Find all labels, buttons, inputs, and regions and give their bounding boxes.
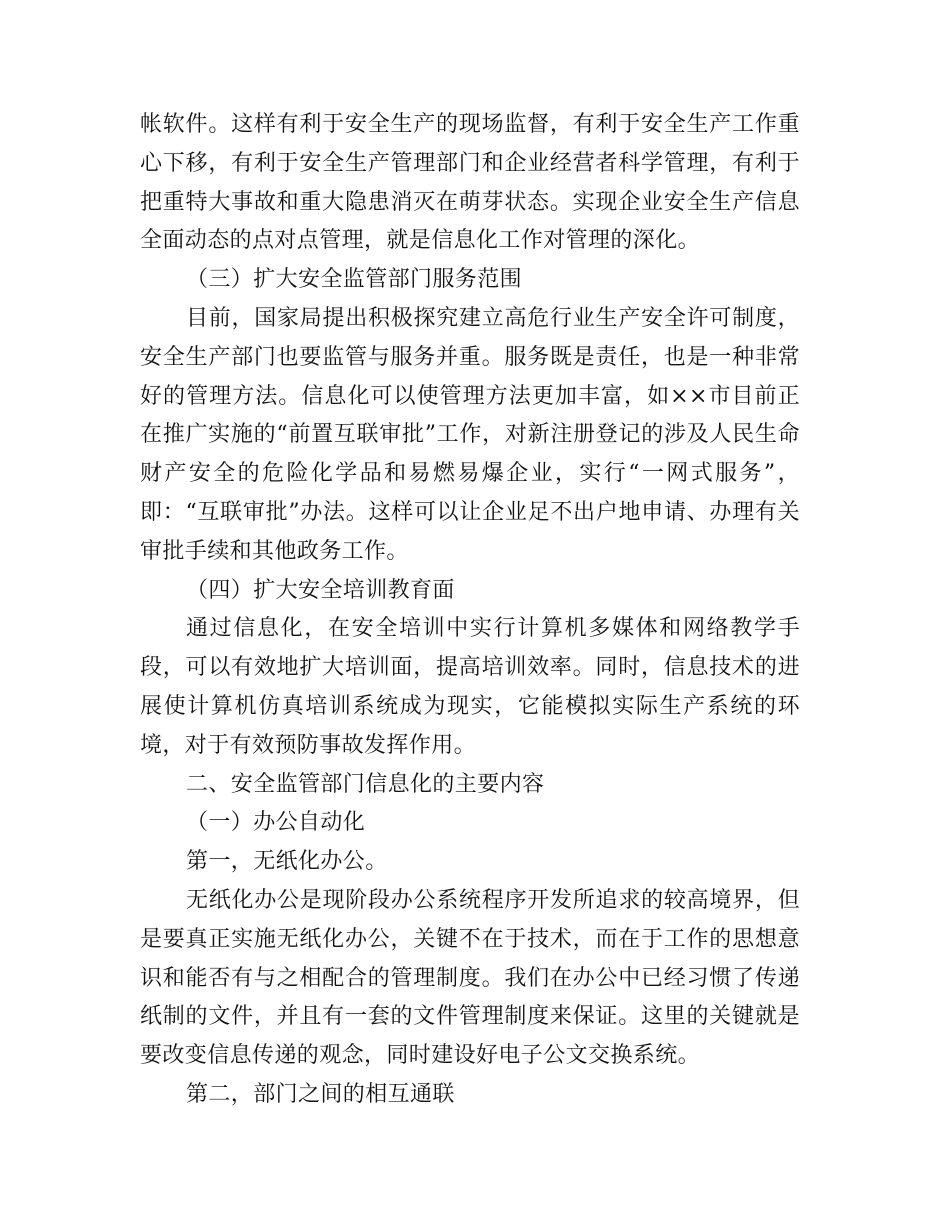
subheading-service-scope: （三）扩大安全监管部门服务范围 (186, 267, 523, 293)
paragraph-paperless-title: 第一，无纸化办公。 (186, 849, 388, 875)
paragraph-paperless: 无纸化办公是现阶段办公系统程序开发所追求的较高境界，但是要真正实施无纸化办公，关键不在于技术，而在于工作的思想意识和能否有与之相配合的管理制度。我们在办公中已经习惯了传递纸制的文件，并且有一套的文件管理制度来保证。这里的关键就是要改变信息传递的观念，同时建设好电子公文交换系统。 (140, 887, 800, 1069)
paragraph-continuation: 帐软件。这样有利于安全生产的现场监督，有利于安全生产工作重心下移，有利于安全生产管理部门和企业经营者科学管理，有利于把重特大事故和重大隐患消灭在萌芽状态。实现企业安全生产信息全面动态的点对点管理，就是信息化工作对管理的深化。 (140, 112, 800, 254)
paragraph-interconnection: 第二，部门之间的相互通联 (186, 1081, 455, 1107)
paragraph-training: 通过信息化，在安全培训中实行计算机多媒体和网络教学手段，可以有效地扩大培训面，提高培训效率。同时，信息技术的进展使计算机仿真培训系统成为现实，它能模拟实际生产系统的环境，对于有效预防事故发挥作用。 (140, 616, 800, 758)
subheading-training: （四）扩大安全培训教育面 (186, 577, 455, 603)
document-body (140, 106, 800, 1115)
paragraph-service: 目前，国家局提出积极探究建立高危行业生产安全许可制度，安全生产部门也要监管与服务并重。服务既是责任，也是一种非常好的管理方法。信息化可以使管理方法更加丰富，如××市目前正在推广实施的“前置互联审批”工作，对新注册登记的涉及人民生命财产安全的危险化学品和易燃易爆企业，实行“一网式服务”，即：“互联审批”办法。这样可以让企业足不出户地申请、办理有关审批手续和其他政务工作。 (140, 305, 800, 564)
subheading-office-automation: （一）办公自动化 (186, 810, 366, 836)
section-heading-main-content: 二、安全监管部门信息化的主要内容 (186, 771, 545, 797)
